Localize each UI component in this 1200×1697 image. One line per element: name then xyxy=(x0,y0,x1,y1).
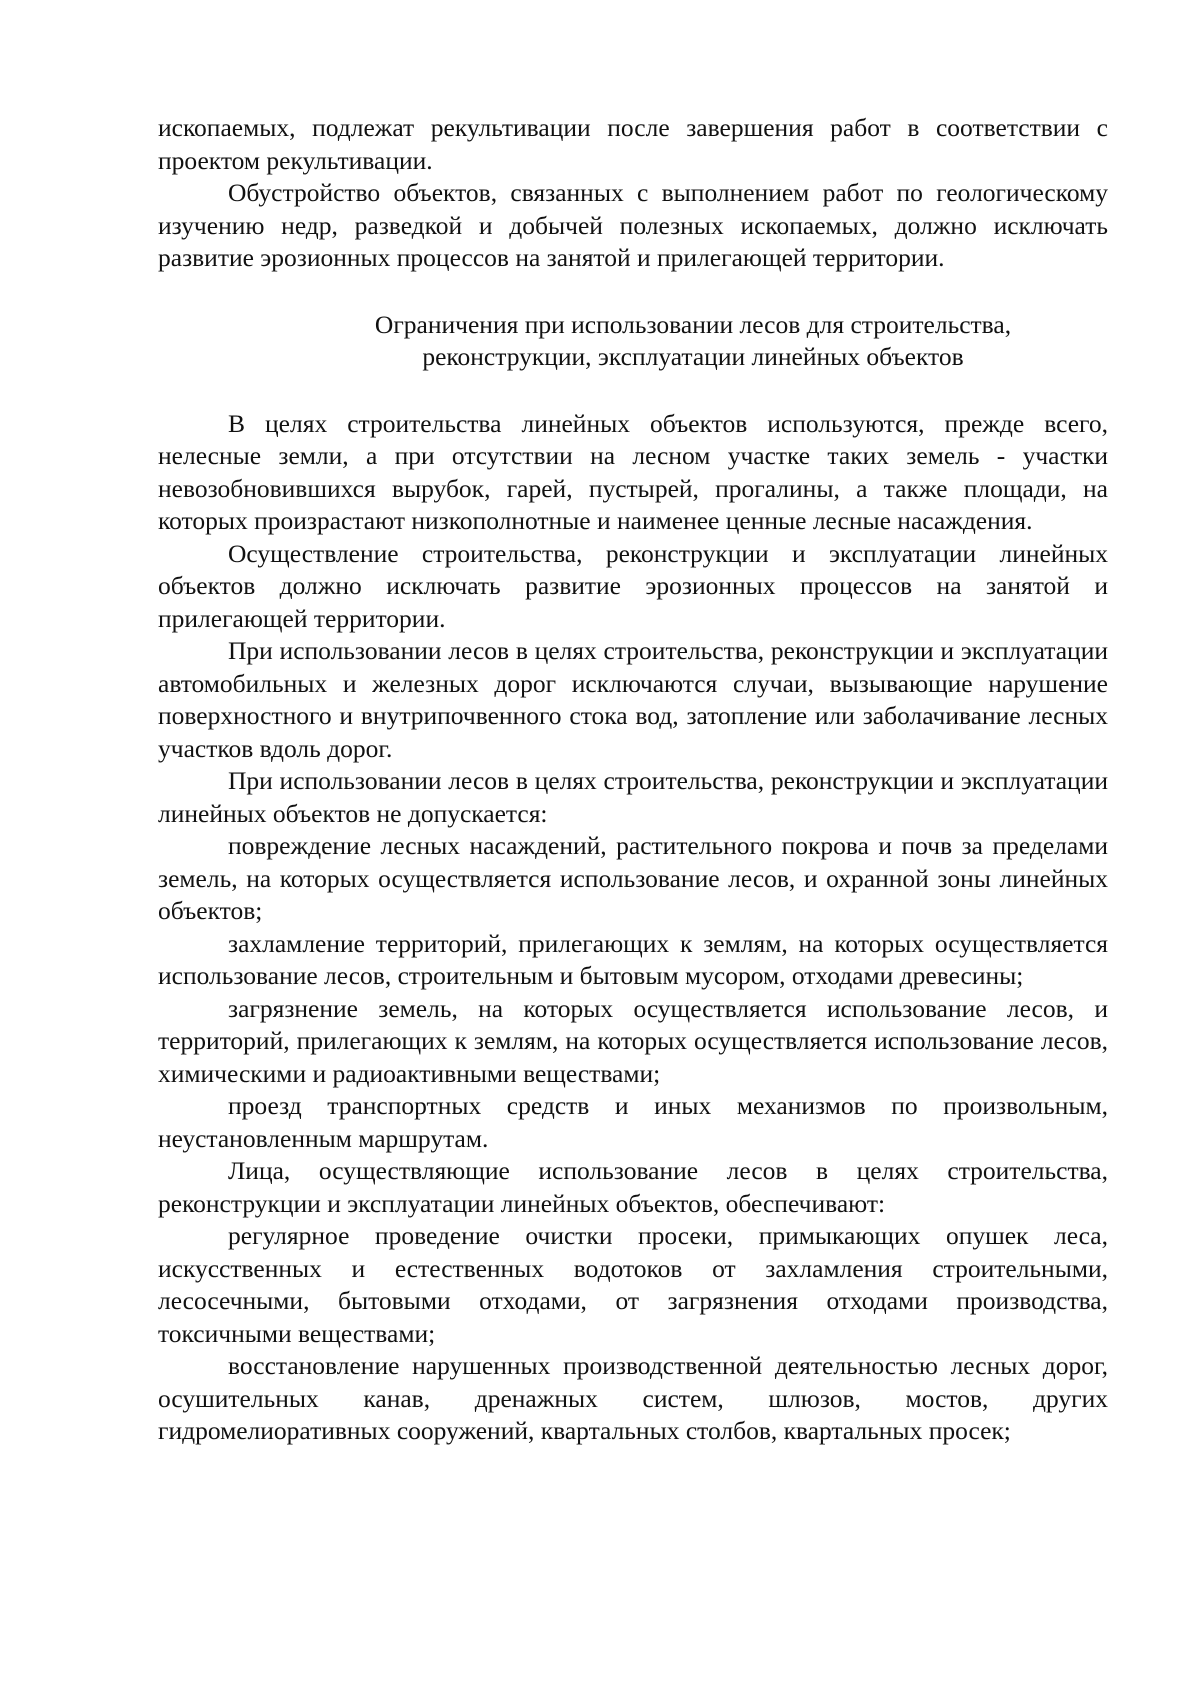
list-item: повреждение лесных насаждений, растительного покрова и почв за пределами земель, на которых осуществляется использование лесов, и охранной зоны линейных объектов; xyxy=(158,831,1108,925)
section-heading-line2: реконструкции, эксплуатации линейных объектов xyxy=(422,342,964,371)
paragraph-continuation: ископаемых, подлежат рекультивации после завершения работ в соответствии с проектом рекультивации. xyxy=(158,113,1108,175)
list-item: загрязнение земель, на которых осуществляется использование лесов, и территорий, прилегающих к землям, на которых осуществляется использование лесов, химическими и радиоактивными веществами; xyxy=(158,993,1108,1088)
section-heading-line1: Ограничения при использовании лесов для строительства, xyxy=(374,309,1012,339)
paragraph: При использовании лесов в целях строительства, реконструкции и эксплуатации линейных объектов не допускается: xyxy=(158,766,1108,828)
paragraph: При использовании лесов в целях строительства, реконструкции и эксплуатации автомобильных и железных дорог исключаются случаи, вызывающие нарушение поверхностного и внутрипочвенного стока вод, затопление или заболачивание лесных участков вдоль дорог. xyxy=(158,636,1108,763)
list-item: проезд транспортных средств и иных механизмов по произвольным, неустановленным маршрутам. xyxy=(158,1091,1108,1153)
list-item: регулярное проведение очистки просеки, примыкающих опушек леса, искусственных и естественных водотоков от захламления строительными, лесосечными, бытовыми отходами, от загрязнения отходами производства, токсичными веществами; xyxy=(158,1221,1108,1348)
list-item: захламление территорий, прилегающих к землям, на которых осуществляется использование лесов, строительным и бытовым мусором, отходами древесины; xyxy=(158,928,1108,990)
list-item: восстановление нарушенных производственной деятельностью лесных дорог, осушительных канав, дренажных систем, шлюзов, мостов, других гидромелиоративных сооружений, квартальных столбов, квартальных просек; xyxy=(158,1351,1108,1445)
paragraph: Осуществление строительства, реконструкции и эксплуатации линейных объектов должно исключать развитие эрозионных процессов на занятой и прилегающей территории. xyxy=(158,538,1108,633)
section-heading xyxy=(158,309,1108,374)
paragraph: В целях строительства линейных объектов используются, прежде всего, нелесные земли, а при отсутствии на лесном участке таких земель - участки невозобновившихся вырубок, гарей, пустырей, прогалины, а также площади, на которых произрастают низкополнотные и наименее ценные лесные насаждения. xyxy=(158,408,1108,535)
paragraph: Лица, осуществляющие использование лесов в целях строительства, реконструкции и эксплуатации линейных объектов, обеспечивают: xyxy=(158,1156,1108,1218)
paragraph-geology: Обустройство объектов, связанных с выполнением работ по геологическому изучению недр, разведкой и добычей полезных ископаемых, должно исключать развитие эрозионных процессов на занятой и прилегающей территории. xyxy=(158,178,1108,272)
